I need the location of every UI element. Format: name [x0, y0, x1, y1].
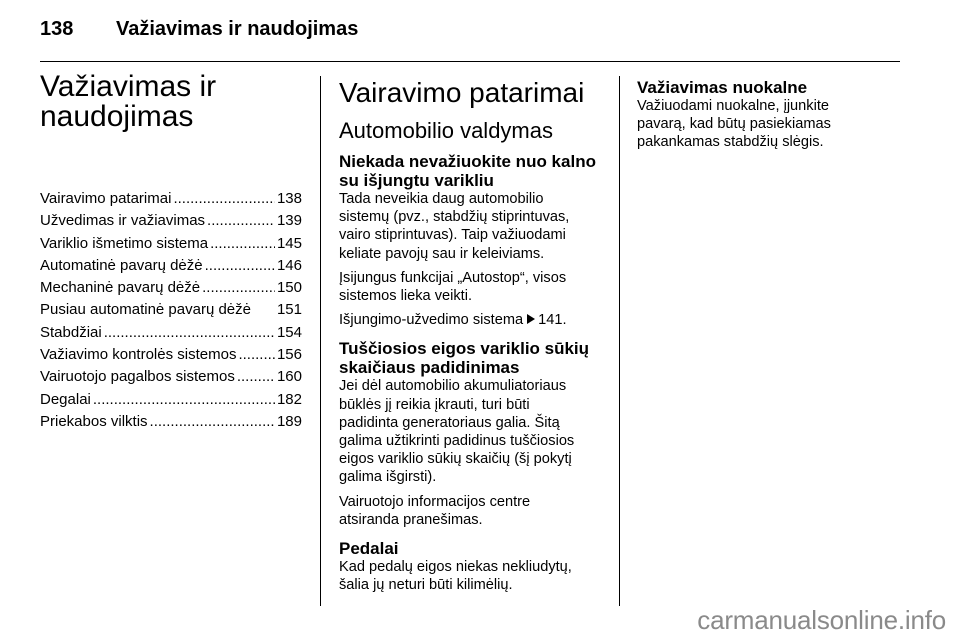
column-divider-2 — [619, 76, 620, 606]
toc-entry[interactable]: Variklio išmetimo sistema ..... 145 — [40, 233, 302, 255]
paragraph: Kad pedalų eigos niekas nekliudytų, šalia jų neturi būti kilimėlių. — [339, 559, 572, 594]
paragraph: Tada neveikia daug automobilio sistemų (pvz., stabdžių stiprintuvas, vairo stiprintuvas). Taip važiuodami keliate pavojų sau ir keleiviams. — [339, 191, 570, 262]
topic-heading-downhill: Važiavimas nuokalne — [637, 78, 808, 97]
toc-entry[interactable]: Vairuotojo pagalbos sistemos ..... 160 — [40, 366, 302, 388]
toc-leader — [237, 366, 275, 388]
page-reference-arrow-icon — [527, 314, 535, 324]
toc-entry[interactable]: Priekabos vilktis ..... 189 — [40, 411, 302, 433]
toc-entry[interactable]: Stabdžiai ..... 154 — [40, 322, 302, 344]
toc-leader — [207, 210, 275, 232]
downhill-column — [637, 78, 899, 158]
toc-leader — [150, 411, 275, 433]
chapter-title: Važiavimas ir naudojimas — [40, 70, 217, 133]
toc-leader — [210, 233, 275, 255]
header-rule — [40, 61, 900, 62]
topic-heading-pedals: Pedalai — [339, 539, 399, 559]
running-title: Važiavimas ir naudojimas — [116, 18, 359, 40]
paragraph: Vairuotojo informacijos centre atsiranda pranešimas. — [339, 493, 531, 528]
toc-leader — [104, 322, 275, 344]
column-divider-1 — [320, 76, 321, 606]
page-number: 138 — [40, 18, 74, 40]
toc-entry[interactable]: Pusiau automatinė pavarų dėžė 151 — [40, 301, 302, 319]
chapter-column — [40, 72, 302, 433]
paragraph: Įsijungus funkcijai „Autostop“, visos sistemos lieka veikti. — [339, 269, 567, 305]
section-heading: Vairavimo patarimai — [339, 77, 585, 108]
cross-reference[interactable]: Išjungimo-užvedimo sistema 141. — [339, 312, 567, 329]
toc-entry[interactable]: Važiavimo kontrolės sistemos ..... 156 — [40, 344, 302, 366]
toc-entry[interactable]: Užvedimas ir važiavimas ..... 139 — [40, 210, 302, 232]
toc-leader — [173, 188, 275, 210]
driving-tips-column — [339, 78, 607, 600]
toc-leader — [93, 389, 275, 411]
paragraph: Jei dėl automobilio akumuliatoriaus būklės jį reikia įkrauti, turi būti padidinta generatoriaus galia. Šitą galima užtikrinti padidinus tuščiosios eigos variklio sūkių skaičių (šį pokytį galima išgirsti). — [339, 378, 575, 486]
subsection-heading: Automobilio valdymas — [339, 118, 553, 143]
toc-leader — [202, 277, 275, 299]
toc-entry[interactable]: Mechaninė pavarų dėžė ..... 150 — [40, 277, 302, 299]
table-of-contents — [40, 188, 302, 433]
site-watermark: carmanualsonline.info — [697, 605, 946, 635]
toc-entry[interactable]: Vairavimo patarimai ..... 138 — [40, 188, 302, 210]
toc-entry[interactable]: Automatinė pavarų dėžė ..... 146 — [40, 255, 302, 277]
topic-heading-idle-speed: Tuščiosios eigos variklio sūkių skaičiaus padidinimas — [339, 339, 590, 378]
toc-leader — [238, 344, 275, 366]
paragraph: Važiuodami nuokalne, įjunkite pavarą, kad būtų pasiekiamas pakankamas stabdžių slėgis. — [637, 98, 831, 151]
toc-entry[interactable]: Degalai ..... 182 — [40, 389, 302, 411]
topic-heading-engine-off: Niekada nevažiuokite nuo kalno su išjungtu varikliu — [339, 152, 596, 190]
page-header — [40, 18, 358, 41]
toc-leader — [205, 255, 275, 277]
